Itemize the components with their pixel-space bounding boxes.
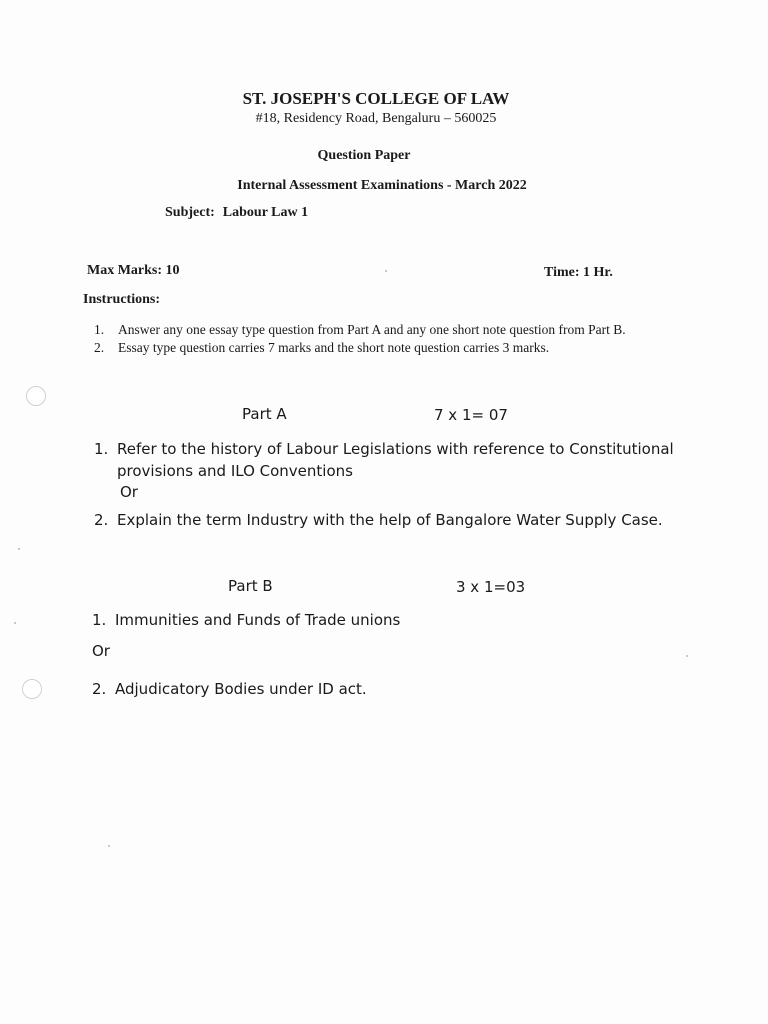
part-b-question-2 bbox=[92, 678, 492, 702]
instruction-number: 1. bbox=[94, 322, 105, 337]
part-b-or: Or bbox=[92, 642, 110, 660]
instruction-item bbox=[94, 322, 674, 338]
question-text: Adjudicatory Bodies under ID act. bbox=[115, 680, 367, 698]
question-text: Explain the term Industry with the help of Bangalore Water Supply Case. bbox=[117, 511, 663, 529]
scan-speck bbox=[14, 622, 16, 624]
instruction-item bbox=[94, 340, 674, 356]
part-a-or: Or bbox=[120, 483, 138, 501]
question-text: Immunities and Funds of Trade unions bbox=[115, 611, 401, 629]
part-a-question-1 bbox=[94, 438, 694, 488]
part-b-question-1 bbox=[92, 609, 492, 633]
part-a-question-2 bbox=[94, 509, 694, 533]
part-b-marks: 3 x 1=03 bbox=[456, 578, 526, 596]
instruction-number: 2. bbox=[94, 340, 105, 355]
college-name: ST. JOSEPH'S COLLEGE OF LAW bbox=[242, 89, 510, 108]
time-allowed: Time: 1 Hr. bbox=[544, 265, 613, 280]
question-number: 1. bbox=[94, 440, 109, 458]
scan-speck bbox=[385, 270, 387, 272]
scan-speck bbox=[108, 845, 110, 847]
scan-speck bbox=[686, 655, 688, 657]
paper-type: Question Paper bbox=[317, 148, 411, 163]
scan-speck bbox=[18, 548, 20, 550]
subject-value: Labour Law 1 bbox=[222, 205, 309, 220]
question-number: 1. bbox=[92, 611, 107, 629]
max-marks: Max Marks: 10 bbox=[87, 263, 180, 278]
subject-line bbox=[165, 205, 308, 221]
subject-label: Subject: bbox=[165, 205, 215, 220]
instructions-list bbox=[94, 322, 674, 358]
question-number: 2. bbox=[92, 680, 107, 698]
question-text: Refer to the history of Labour Legislations with reference to Constitutional provisions and ILO Conventions bbox=[117, 440, 674, 480]
instructions-heading: Instructions: bbox=[83, 292, 161, 307]
instruction-text: Answer any one essay type question from Part A and any one short note question from Part B. bbox=[118, 322, 626, 337]
part-b-title: Part B bbox=[228, 577, 273, 595]
question-number: 2. bbox=[94, 511, 109, 529]
punch-hole-mark bbox=[22, 679, 42, 699]
college-address: #18, Residency Road, Bengaluru – 560025 bbox=[255, 111, 497, 126]
instruction-text: Essay type question carries 7 marks and the short note question carries 3 marks. bbox=[118, 340, 550, 355]
part-a-marks: 7 x 1= 07 bbox=[434, 406, 508, 424]
exam-title: Internal Assessment Examinations - March 2022 bbox=[237, 178, 527, 193]
part-a-title: Part A bbox=[242, 405, 287, 423]
punch-hole-mark bbox=[26, 386, 46, 406]
